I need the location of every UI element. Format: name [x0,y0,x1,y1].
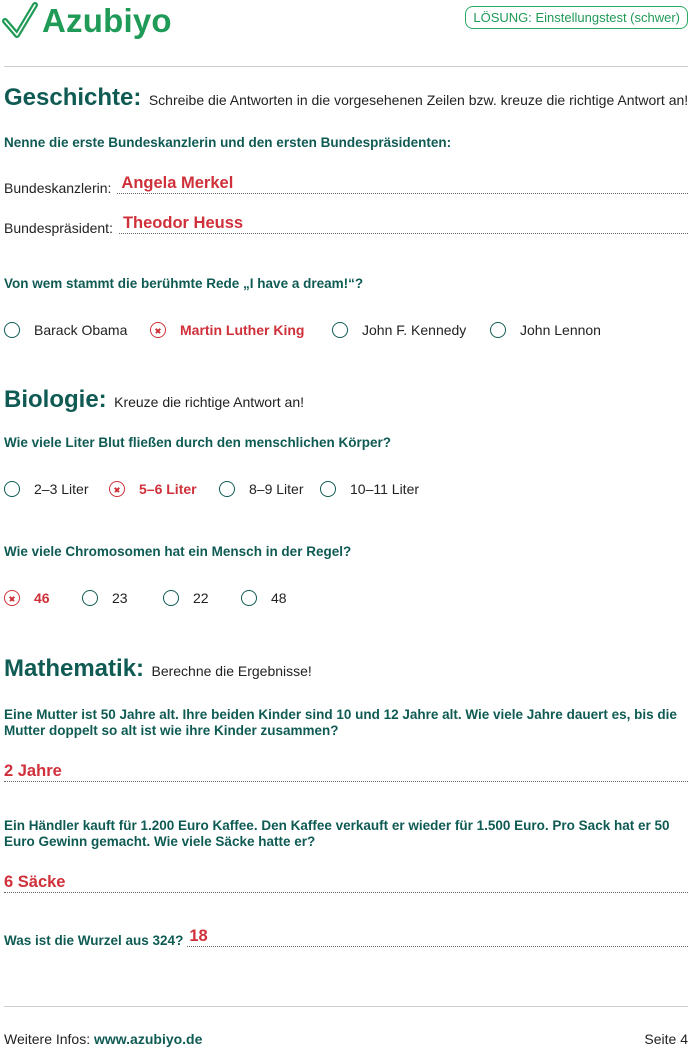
section-geschichte-heading [4,84,688,112]
solution-badge: LÖSUNG: Einstellungstest (schwer) [465,6,688,29]
option-label: 2–3 Liter [34,481,89,497]
option-label: 46 [34,590,50,606]
answer-text: 6 Säcke [4,873,66,891]
radio-checked-icon [150,322,166,338]
radio-checked-icon [109,481,125,497]
page-number: Seite 4 [644,1031,688,1047]
section-instruction: Kreuze die richtige Antwort an! [114,394,304,410]
option-barack-obama[interactable] [4,322,127,338]
question-blood-liters: Wie viele Liter Blut fließen durch den menschlichen Körper? [4,435,391,450]
option-label: John Lennon [520,322,601,338]
option-label: John F. Kennedy [362,322,467,338]
option-john-lennon[interactable] [490,322,601,338]
option-10-11-liter[interactable] [320,481,419,497]
option-8-9-liter[interactable] [219,481,303,497]
question-square-root: Was ist die Wurzel aus 324? [4,933,184,948]
footer [4,1031,688,1047]
radio-checked-icon [4,590,20,606]
radio-icon [332,322,348,338]
radio-icon [82,590,98,606]
option-label: 22 [193,590,209,606]
answer-line-coffee-sacks[interactable] [4,875,688,893]
question-coffee-sacks: Ein Händler kauft für 1.200 Euro Kaffee. Den Kaffee verkauft er wieder für 1.500 Euro. Pro Sack hat er 50 Euro Gewinn gemacht. Wie viele Säcke hatte er? [4,818,670,849]
fill-label: Bundeskanzlerin: [4,180,112,196]
footer-info-label: Weitere Infos: [4,1031,91,1047]
radio-icon [163,590,179,606]
option-label: 5–6 Liter [139,481,197,497]
radio-icon [241,590,257,606]
question-dream-speech: Von wem stammt die berühmte Rede „I have a dream!“? [4,276,364,291]
logo-check-icon [2,1,38,41]
logo-text: Azubiyo [42,2,172,39]
answer-line-mother-age[interactable] [4,764,688,782]
question-chromosomes: Wie viele Chromosomen hat ein Mensch in der Regel? [4,544,352,559]
azubiyo-logo[interactable] [2,0,172,42]
option-label: 48 [271,590,287,606]
radio-icon [219,481,235,497]
section-instruction: Berechne die Ergebnisse! [151,663,312,679]
option-23[interactable] [82,590,128,606]
fill-row-kanzlerin [4,176,688,194]
option-label: Barack Obama [34,322,128,338]
question-chancellor-president: Nenne die erste Bundeskanzlerin und den ersten Bundespräsidenten: [4,135,452,150]
section-instruction: Schreibe die Antworten in die vorgesehenen Zeilen bzw. kreuze die richtige Antwort an! [148,92,689,108]
option-martin-luther-king[interactable] [150,322,304,338]
answer-line-kanzlerin[interactable] [117,176,688,194]
radio-icon [4,481,20,497]
fill-label: Bundespräsident: [4,220,113,236]
option-label: 10–11 Liter [350,481,420,497]
radio-icon [320,481,336,497]
radio-icon [490,322,506,338]
option-label: Martin Luther King [180,322,305,338]
footer-divider [4,1006,688,1007]
answer-text: Angela Merkel [121,174,234,192]
option-46[interactable] [4,590,50,606]
option-john-f-kennedy[interactable] [332,322,466,338]
answer-text: Theodor Heuss [122,214,244,232]
section-title: Biologie: [4,386,107,413]
fill-row-square-root [4,929,688,947]
header-divider [4,66,688,67]
radio-icon [4,322,20,338]
answer-line-square-root[interactable] [187,929,688,947]
option-label: 8–9 Liter [249,481,304,497]
option-2-3-liter[interactable] [4,481,88,497]
question-mother-age: Eine Mutter ist 50 Jahre alt. Ihre beiden Kinder sind 10 und 12 Jahre alt. Wie viele Jahre dauert es, bis die Mutter doppelt so alt ist wie ihre Kinder zusammen? [4,707,677,738]
option-48[interactable] [241,590,287,606]
section-title: Geschichte: [4,84,142,111]
option-5-6-liter[interactable] [109,481,197,497]
option-label: 23 [112,590,128,606]
footer-link[interactable]: www.azubiyo.de [94,1031,203,1047]
answer-line-praesident[interactable] [119,216,688,234]
section-mathematik-heading [4,655,312,683]
answer-text: 18 [189,927,208,945]
section-title: Mathematik: [4,655,145,682]
fill-row-praesident [4,216,688,234]
section-biologie-heading [4,386,304,414]
answer-text: 2 Jahre [4,762,62,780]
option-22[interactable] [163,590,209,606]
